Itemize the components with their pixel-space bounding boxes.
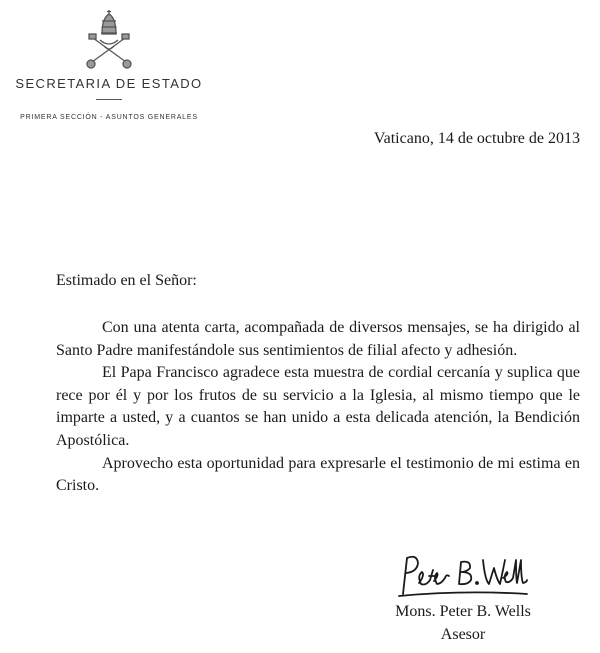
paragraph-3: Aprovecho esta oportunidad para expresarle el testimonio de mi estima en Cristo. <box>56 454 580 495</box>
letterhead-divider <box>96 99 122 100</box>
signer-name: Mons. Peter B. Wells <box>395 603 531 620</box>
date-line: Vaticano, 14 de octubre de 2013 <box>373 130 580 147</box>
paragraph-1: Con una atenta carta, acompañada de diversos mensajes, se ha dirigido al Santo Padre manifestándole sus sentimientos de filial afecto y adhesión. <box>56 319 580 359</box>
salutation: Estimado en el Señor: <box>56 272 197 289</box>
papal-coat-of-arms-icon <box>78 8 140 70</box>
letter-body <box>56 317 580 498</box>
office-name: SECRETARIA DE ESTADO <box>15 76 203 91</box>
paragraph-2: El Papa Francisco agradece esta muestra de cordial cercanía y suplica que rece por él y por los frutos de su servicio a la Iglesia, al mismo tiempo que le imparte a usted, y a cuantos se han unido a esta delicada atención, la Bendición Apostólica. <box>56 364 580 449</box>
signer-title: Asesor <box>440 626 486 643</box>
handwritten-signature <box>393 550 533 600</box>
office-section: PRIMERA SECCIÓN - ASUNTOS GENERALES <box>20 114 198 121</box>
